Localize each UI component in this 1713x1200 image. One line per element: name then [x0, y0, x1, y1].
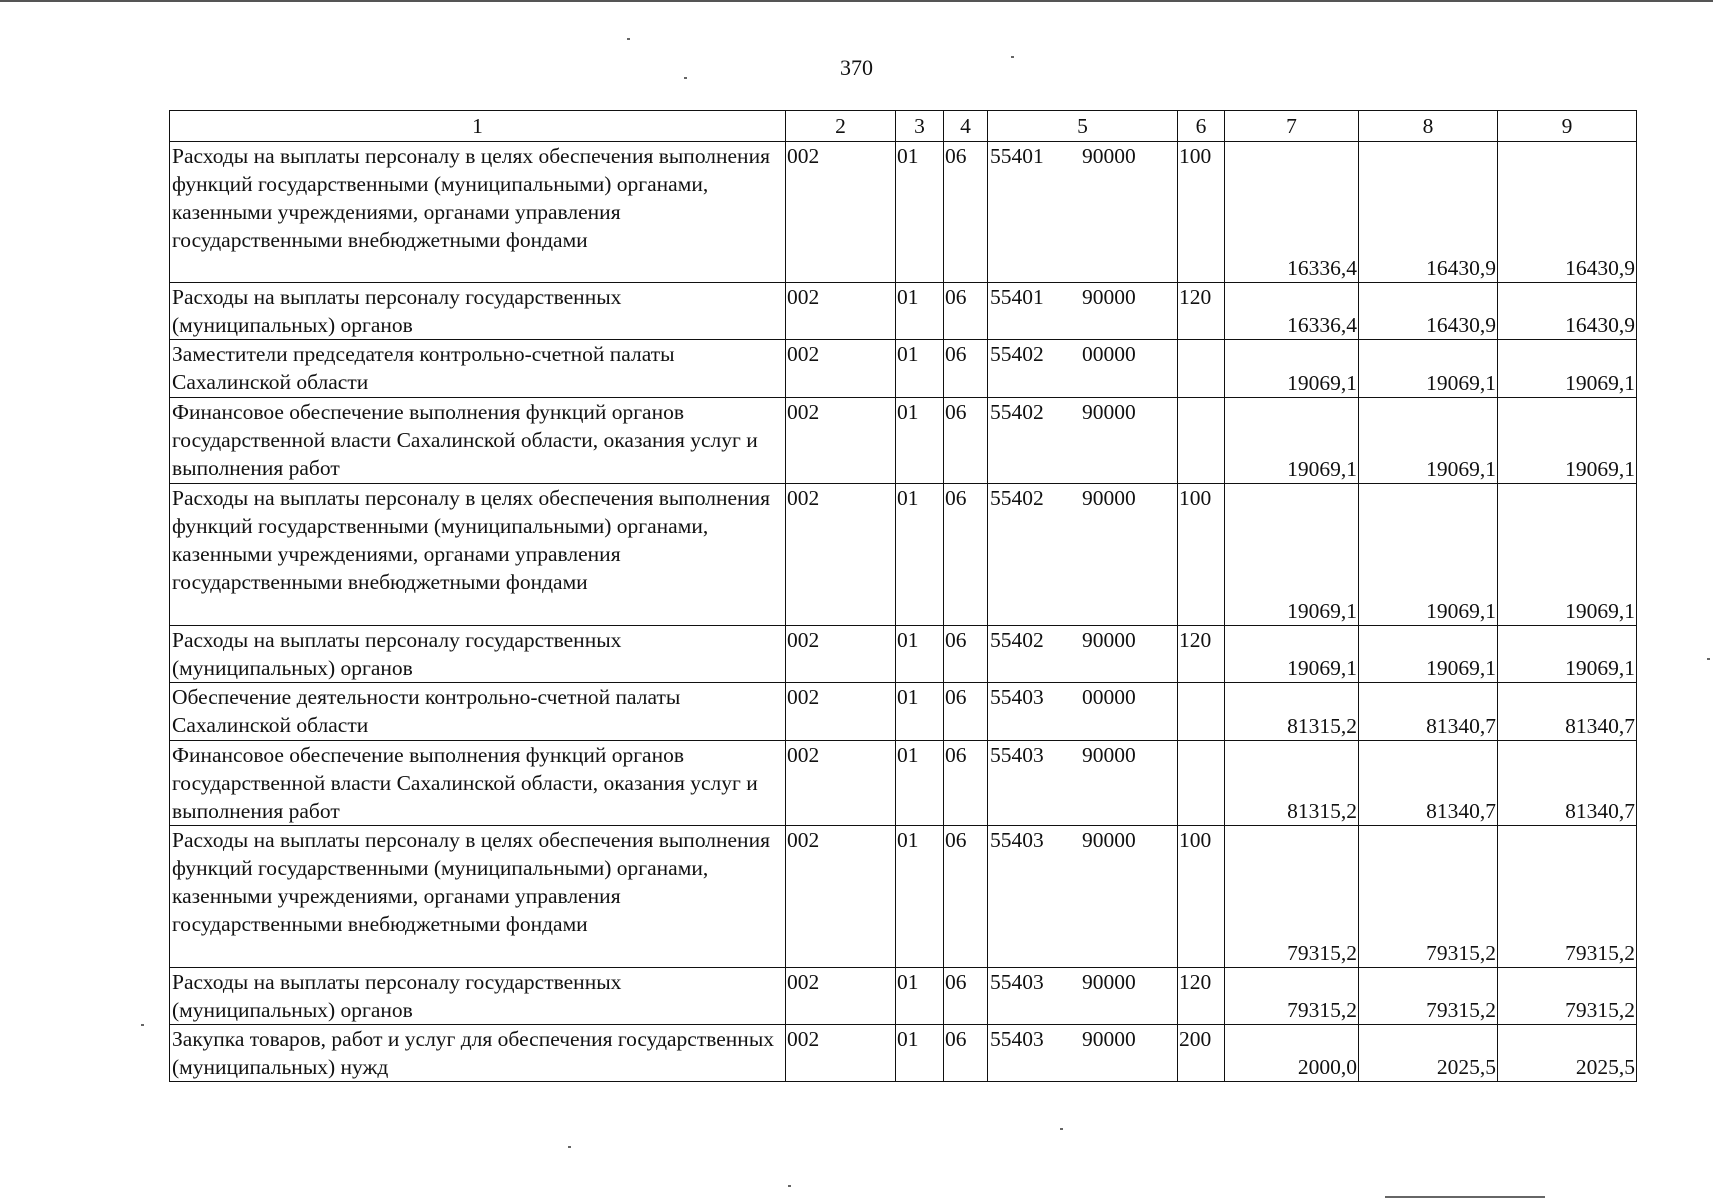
scan-speck	[1060, 1128, 1063, 1130]
code-subsection: 06	[944, 826, 988, 968]
scan-speck	[627, 38, 630, 40]
scan-speck	[141, 1024, 144, 1026]
amount-col8: 19069,1	[1359, 340, 1498, 398]
target-article-direction: 90000	[1082, 628, 1136, 652]
amount-col9: 16430,9	[1498, 283, 1637, 340]
target-article-program: 55403	[990, 828, 1044, 852]
page-number: 370	[840, 55, 873, 80]
amount-col8: 16430,9	[1359, 283, 1498, 340]
amount-col8: 79315,2	[1359, 968, 1498, 1025]
amount-col9: 81340,7	[1498, 741, 1637, 826]
code-ministry: 002	[786, 142, 896, 283]
expense-name: Расходы на выплаты персоналу в целях обеспечения выполнения функций государственными (муниципальными) органами, казенными учреждениями, органами управления государственными внебюджетными фондами	[170, 826, 786, 968]
code-section: 01	[896, 626, 944, 683]
amount-col8: 19069,1	[1359, 398, 1498, 484]
code-subsection: 06	[944, 283, 988, 340]
code-ministry: 002	[786, 741, 896, 826]
amount-col8: 79315,2	[1359, 826, 1498, 968]
amount-col7: 19069,1	[1225, 484, 1359, 626]
code-expense-type	[1178, 398, 1225, 484]
code-ministry: 002	[786, 484, 896, 626]
amount-col7: 79315,2	[1225, 826, 1359, 968]
target-article-program: 55402	[990, 628, 1044, 652]
code-expense-type: 100	[1178, 826, 1225, 968]
code-section: 01	[896, 398, 944, 484]
code-subsection: 06	[944, 142, 988, 283]
target-article-direction: 90000	[1082, 285, 1136, 309]
code-expense-type: 120	[1178, 283, 1225, 340]
target-article-program: 55402	[990, 342, 1044, 366]
expense-name: Расходы на выплаты персоналу государственных (муниципальных) органов	[170, 283, 786, 340]
target-article-direction: 90000	[1082, 743, 1136, 767]
code-target-article	[988, 142, 1178, 283]
amount-col8: 2025,5	[1359, 1025, 1498, 1082]
target-article-program: 55402	[990, 486, 1044, 510]
scan-speck	[1385, 1196, 1545, 1198]
code-section: 01	[896, 826, 944, 968]
target-article-direction: 90000	[1082, 486, 1136, 510]
target-article-program: 55401	[990, 144, 1044, 168]
target-article-direction: 00000	[1082, 685, 1136, 709]
table-row	[170, 398, 1637, 484]
header-cell: 9	[1498, 111, 1637, 142]
amount-col9: 19069,1	[1498, 484, 1637, 626]
target-article-program: 55403	[990, 970, 1044, 994]
header-cell: 5	[988, 111, 1178, 142]
code-expense-type: 120	[1178, 626, 1225, 683]
amount-col7: 19069,1	[1225, 340, 1359, 398]
expense-name: Расходы на выплаты персоналу в целях обеспечения выполнения функций государственными (муниципальными) органами, казенными учреждениями, органами управления государственными внебюджетными фондами	[170, 142, 786, 283]
amount-col8: 19069,1	[1359, 484, 1498, 626]
expense-name: Расходы на выплаты персоналу государственных (муниципальных) органов	[170, 626, 786, 683]
code-ministry: 002	[786, 626, 896, 683]
table-row	[170, 340, 1637, 398]
expense-name: Заместители председателя контрольно-счетной палаты Сахалинской области	[170, 340, 786, 398]
code-subsection: 06	[944, 398, 988, 484]
code-expense-type	[1178, 683, 1225, 741]
table-row	[170, 741, 1637, 826]
table-row	[170, 626, 1637, 683]
code-subsection: 06	[944, 484, 988, 626]
code-section: 01	[896, 1025, 944, 1082]
scan-speck	[788, 1185, 791, 1187]
code-ministry: 002	[786, 968, 896, 1025]
target-article-direction: 90000	[1082, 400, 1136, 424]
target-article-program: 55403	[990, 743, 1044, 767]
target-article-program: 55403	[990, 685, 1044, 709]
table-row	[170, 283, 1637, 340]
table-row	[170, 683, 1637, 741]
amount-col9: 16430,9	[1498, 142, 1637, 283]
code-target-article	[988, 683, 1178, 741]
code-expense-type: 200	[1178, 1025, 1225, 1082]
code-ministry: 002	[786, 826, 896, 968]
header-cell: 7	[1225, 111, 1359, 142]
amount-col8: 16430,9	[1359, 142, 1498, 283]
amount-col9: 19069,1	[1498, 340, 1637, 398]
header-cell: 8	[1359, 111, 1498, 142]
target-article-direction: 90000	[1082, 970, 1136, 994]
amount-col7: 19069,1	[1225, 626, 1359, 683]
code-section: 01	[896, 340, 944, 398]
code-expense-type: 100	[1178, 484, 1225, 626]
code-ministry: 002	[786, 283, 896, 340]
code-expense-type: 100	[1178, 142, 1225, 283]
amount-col9: 79315,2	[1498, 968, 1637, 1025]
table-row	[170, 484, 1637, 626]
code-subsection: 06	[944, 1025, 988, 1082]
table-row	[170, 968, 1637, 1025]
expense-name: Закупка товаров, работ и услуг для обеспечения государственных (муниципальных) нужд	[170, 1025, 786, 1082]
code-expense-type	[1178, 340, 1225, 398]
target-article-direction: 00000	[1082, 342, 1136, 366]
amount-col9: 2025,5	[1498, 1025, 1637, 1082]
code-section: 01	[896, 683, 944, 741]
code-expense-type: 120	[1178, 968, 1225, 1025]
amount-col7: 81315,2	[1225, 683, 1359, 741]
code-target-article	[988, 741, 1178, 826]
amount-col9: 79315,2	[1498, 826, 1637, 968]
code-ministry: 002	[786, 398, 896, 484]
code-subsection: 06	[944, 683, 988, 741]
code-target-article	[988, 484, 1178, 626]
amount-col7: 79315,2	[1225, 968, 1359, 1025]
table-row	[170, 1025, 1637, 1082]
code-section: 01	[896, 484, 944, 626]
amount-col7: 81315,2	[1225, 741, 1359, 826]
target-article-program: 55402	[990, 400, 1044, 424]
code-target-article	[988, 968, 1178, 1025]
header-cell: 2	[786, 111, 896, 142]
target-article-direction: 90000	[1082, 1027, 1136, 1051]
expense-name: Расходы на выплаты персоналу государственных (муниципальных) органов	[170, 968, 786, 1025]
code-subsection: 06	[944, 340, 988, 398]
scan-speck	[684, 77, 687, 79]
header-cell: 1	[170, 111, 786, 142]
header-cell: 4	[944, 111, 988, 142]
amount-col7: 16336,4	[1225, 142, 1359, 283]
code-subsection: 06	[944, 741, 988, 826]
code-target-article	[988, 1025, 1178, 1082]
code-target-article	[988, 283, 1178, 340]
code-section: 01	[896, 142, 944, 283]
target-article-direction: 90000	[1082, 828, 1136, 852]
expense-name: Обеспечение деятельности контрольно-счетной палаты Сахалинской области	[170, 683, 786, 741]
expense-name: Финансовое обеспечение выполнения функций органов государственной власти Сахалинской области, оказания услуг и выполнения работ	[170, 741, 786, 826]
scan-speck	[1707, 658, 1710, 660]
code-target-article	[988, 398, 1178, 484]
amount-col9: 19069,1	[1498, 398, 1637, 484]
header-row	[170, 111, 1637, 142]
amount-col8: 81340,7	[1359, 741, 1498, 826]
code-subsection: 06	[944, 968, 988, 1025]
code-target-article	[988, 340, 1178, 398]
scan-speck	[1011, 56, 1014, 58]
code-ministry: 002	[786, 683, 896, 741]
code-section: 01	[896, 283, 944, 340]
amount-col9: 81340,7	[1498, 683, 1637, 741]
scan-top-rule	[0, 0, 1713, 2]
target-article-program: 55403	[990, 1027, 1044, 1051]
table-row	[170, 826, 1637, 968]
code-section: 01	[896, 968, 944, 1025]
code-subsection: 06	[944, 626, 988, 683]
code-target-article	[988, 826, 1178, 968]
target-article-direction: 90000	[1082, 144, 1136, 168]
header-cell: 3	[896, 111, 944, 142]
table-row	[170, 142, 1637, 283]
header-cell: 6	[1178, 111, 1225, 142]
code-expense-type	[1178, 741, 1225, 826]
code-target-article	[988, 626, 1178, 683]
budget-table	[169, 110, 1637, 1082]
code-ministry: 002	[786, 340, 896, 398]
scan-speck	[568, 1146, 571, 1148]
amount-col7: 2000,0	[1225, 1025, 1359, 1082]
target-article-program: 55401	[990, 285, 1044, 309]
amount-col8: 81340,7	[1359, 683, 1498, 741]
code-section: 01	[896, 741, 944, 826]
expense-name: Финансовое обеспечение выполнения функций органов государственной власти Сахалинской области, оказания услуг и выполнения работ	[170, 398, 786, 484]
amount-col9: 19069,1	[1498, 626, 1637, 683]
amount-col8: 19069,1	[1359, 626, 1498, 683]
code-ministry: 002	[786, 1025, 896, 1082]
expense-name: Расходы на выплаты персоналу в целях обеспечения выполнения функций государственными (муниципальными) органами, казенными учреждениями, органами управления государственными внебюджетными фондами	[170, 484, 786, 626]
amount-col7: 19069,1	[1225, 398, 1359, 484]
amount-col7: 16336,4	[1225, 283, 1359, 340]
